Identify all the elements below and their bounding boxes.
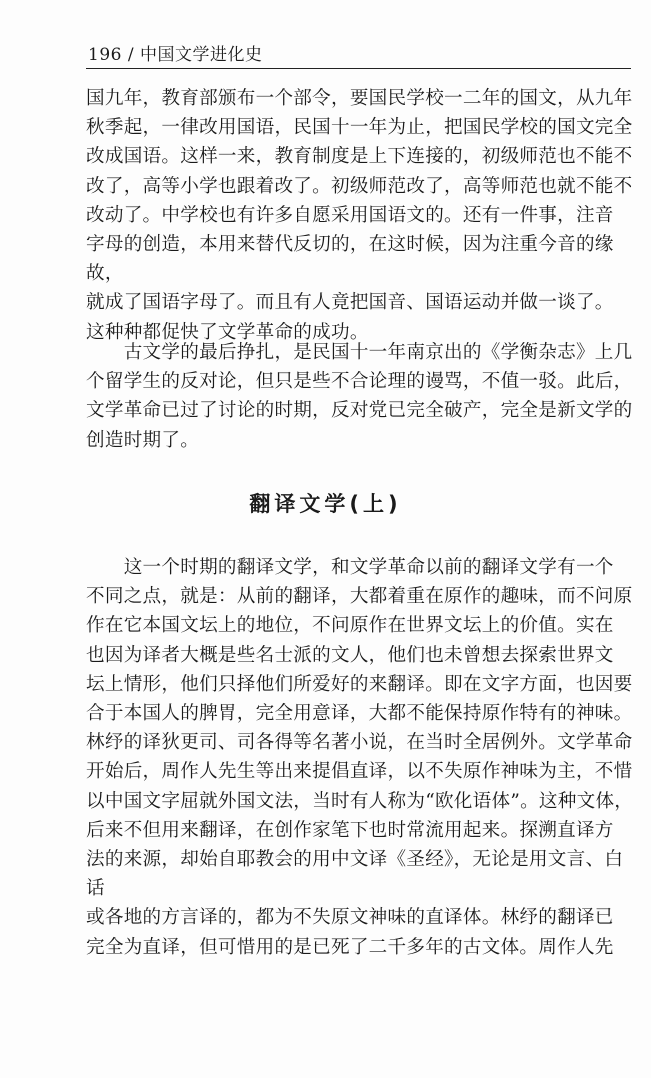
section-heading: 翻译文学(上) (249, 492, 402, 516)
header-rule (86, 68, 631, 69)
section-paragraph: 这一个时期的翻译文学，和文学革命以前的翻译文学有一个 不同之点，就是：从前的翻译，大都着重在原作的趣味，而不问原 作在它本国文坛上的地位，不问原作在世界文坛上的价值。实在 也因为译者大概是些名士派的文人，他们也未曾想去探索世界文 坛上情形，他们只择他们所爱好的来翻译。即在文字方面，也因要 合于本国人的脾胃，完全用意译，大都不能保持原作特有的神味。 林纾的译狄更司、司各得等名著小说，在当时全居例外。文学革命 开始后，周作人先生等出来提倡直译，以不失原作神味为主，不惜 以中国文字屈就外国文法，当时有人称为“欧化语体”。这种文体， 后来不但用来翻译，在创作家笔下也时常流用起来。探溯直译方 法的来源，却始自耶教会的用中文译《圣经》，无论是用文言、白话 或各地的方言译的，都为不失原文神味的直译体。林纾的翻译已 完全为直译，但可惜用的是已死了二千多年的古文体。周作人先 (86, 557, 634, 958)
body-paragraph: 国九年，教育部颁布一个部令，要国民学校一二年的国文，从九年 秋季起，一律改用国语，民国十一年为止，把国民学校的国文完全 改成国语。这样一来，教育制度是上下连接的，初级师范也不能不 改了，高等小学也跟着改了。初级师范改了，高等师范也就不能不 改动了。中学校也有许多自愿采用国语文的。还有一件事，注音 字母的创造，本用来替代反切的，在这时候，因为注重今音的缘故， 就成了国语字母了。而且有人竟把国音、国语运动并做一谈了。 这种种都促快了文学革命的成功。 (86, 88, 633, 343)
body-paragraph: 古文学的最后挣扎，是民国十一年南京出的《学衡杂志》上几 个留学生的反对论，但只是些不合论理的谩骂，不值一驳。此后， 文学革命已过了讨论的时期，反对党已完全破产，完全是新文学的 创造时期了。 (86, 342, 633, 451)
running-head: 196 / 中国文学进化史 (88, 45, 263, 65)
